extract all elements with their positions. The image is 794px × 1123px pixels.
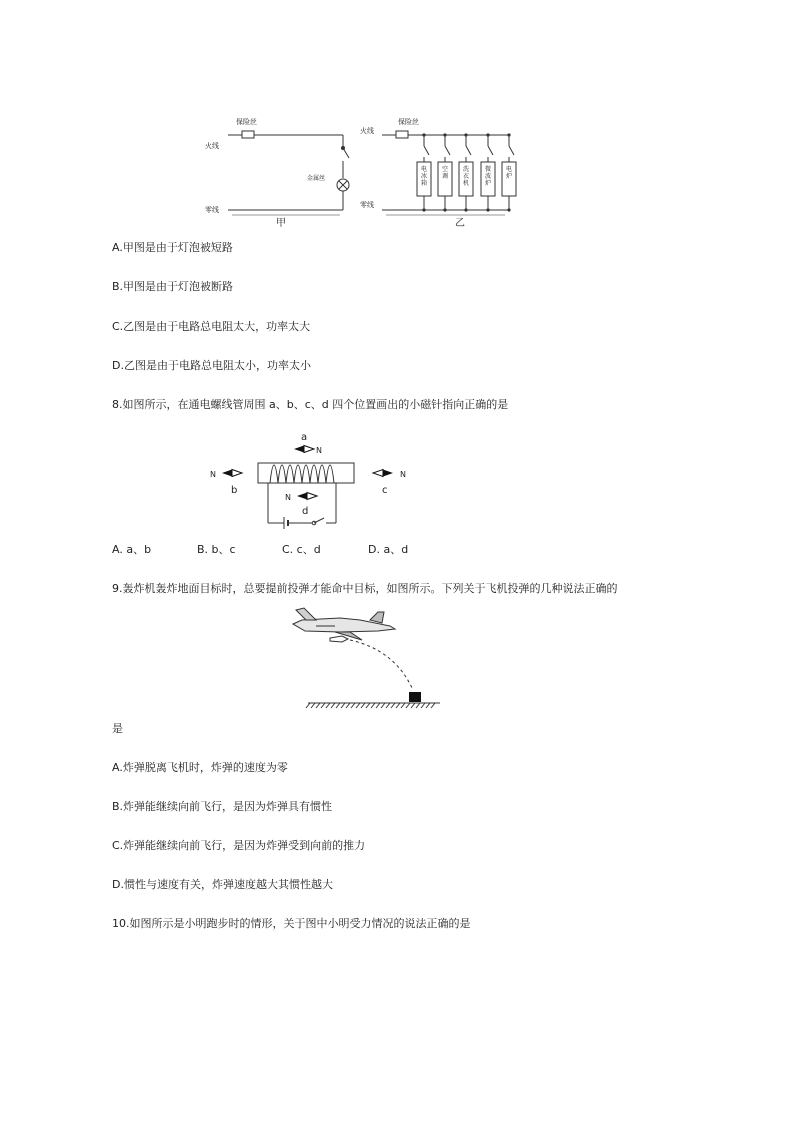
hatch-mark (311, 703, 315, 708)
junction-dot (486, 208, 489, 211)
junction-dot (507, 208, 510, 211)
neutral-label-jia: 零线 (205, 206, 219, 214)
fuse-label-jia: 保险丝 (236, 118, 257, 126)
live-label-yi: 火线 (360, 127, 374, 135)
label-c: c (382, 485, 388, 496)
hatch-mark (351, 703, 355, 708)
bomber-figure (0, 600, 794, 710)
q9-option-c: C.炸弹能继续向前飞行，是因为炸弹受到向前的推力 (112, 839, 366, 852)
compass-c-n: N (400, 470, 406, 479)
hatch-mark (396, 703, 400, 708)
hatch-mark (391, 703, 395, 708)
circuit-jia (228, 131, 349, 215)
appliance-branches (417, 133, 516, 211)
q9-option-b: B.炸弹能继续向前飞行，是因为炸弹具有惯性 (112, 800, 333, 813)
switch-blade (314, 518, 324, 523)
hatch-mark (371, 703, 375, 708)
q9-stem: 9.轰炸机轰炸地面目标时，总要提前投弹才能命中目标，如图所示。下列关于飞机投弹的几种说法正确的 (112, 582, 618, 595)
q8-option-c: C. c、d (282, 543, 321, 556)
branch-switch (445, 146, 450, 155)
junction-dot (443, 208, 446, 211)
hatch-mark (346, 703, 350, 708)
compass-d-n: N (285, 493, 291, 502)
q9-stem-tail: 是 (112, 722, 123, 735)
caption-yi: 乙 (455, 218, 465, 229)
branch-switch (488, 146, 493, 155)
hatch-mark (421, 703, 425, 708)
q8-option-a: A. a、b (112, 543, 152, 556)
hatch-mark (386, 703, 390, 708)
solenoid-core (258, 463, 354, 483)
hatch-mark (411, 703, 415, 708)
hatch-mark (316, 703, 320, 708)
hatch-mark (331, 703, 335, 708)
bomb-trajectory (350, 640, 413, 690)
q9-option-d: D.惯性与速度有关，炸弹速度越大其惯性越大 (112, 878, 333, 891)
label-a: a (301, 432, 308, 443)
appliance-label: 微波炉 (484, 166, 492, 187)
compass-a (294, 432, 322, 455)
appliance-label: 电冰箱 (420, 166, 428, 187)
hatch-mark (336, 703, 340, 708)
metal-wire-label: 金属丝 (307, 175, 326, 182)
hatch-mark (356, 703, 360, 708)
compass-c (373, 470, 406, 497)
live-label-jia: 火线 (205, 142, 219, 150)
branch-switch (509, 146, 514, 155)
hatch-mark (366, 703, 370, 708)
compass-a-n: N (316, 446, 322, 455)
neutral-label-yi: 零线 (360, 201, 374, 209)
q9-option-a: A.炸弹脱离飞机时，炸弹的速度为零 (112, 761, 288, 774)
branch-switch (424, 146, 429, 155)
hatch-mark (306, 703, 310, 708)
hatch-mark (426, 703, 430, 708)
compass-b-n: N (210, 470, 216, 479)
compass-d (285, 493, 317, 518)
hatch-mark (361, 703, 365, 708)
hatch-mark (416, 703, 420, 708)
hatch-mark (401, 703, 405, 708)
q8-option-b: B. b、c (197, 543, 236, 556)
hatch-mark (431, 703, 435, 708)
q7-option-d: D.乙图是由于电路总电阻太小，功率太小 (112, 359, 311, 372)
hatch-mark (381, 703, 385, 708)
label-b: b (231, 485, 238, 496)
fuse-label-yi: 保险丝 (398, 118, 419, 126)
junction-dot (422, 208, 425, 211)
hatch-mark (376, 703, 380, 708)
q7-option-b: B.甲图是由于灯泡被断路 (112, 280, 234, 293)
q8-option-d: D. a、d (368, 543, 409, 556)
bomb-icon (330, 636, 348, 642)
q7-option-c: C.乙图是由于电路总电阻太大，功率太大 (112, 320, 311, 333)
bomber-jet (293, 608, 395, 640)
label-d: d (302, 506, 309, 517)
hatch-mark (406, 703, 410, 708)
branch-switch (466, 146, 471, 155)
appliance-label: 洗衣机 (462, 166, 470, 187)
q8-stem: 8.如图所示，在通电螺线管周围 a、b、c、d 四个位置画出的小磁针指向正确的是 (112, 398, 509, 411)
appliance-label: 电炉 (505, 166, 513, 180)
ground-hatching (306, 703, 435, 708)
ground-target (409, 692, 421, 702)
hatch-mark (341, 703, 345, 708)
junction-dot (464, 208, 467, 211)
solenoid-figure (0, 425, 794, 535)
circuit-figure (0, 0, 794, 240)
q7-option-a: A.甲图是由于灯泡被短路 (112, 241, 233, 254)
q10-stem: 10.如图所示是小明跑步时的情形，关于图中小明受力情况的说法正确的是 (112, 917, 471, 930)
appliance-label: 空调 (441, 166, 449, 180)
hatch-mark (326, 703, 330, 708)
compass-b (210, 470, 242, 497)
hatch-mark (321, 703, 325, 708)
caption-jia: 甲 (276, 218, 286, 229)
